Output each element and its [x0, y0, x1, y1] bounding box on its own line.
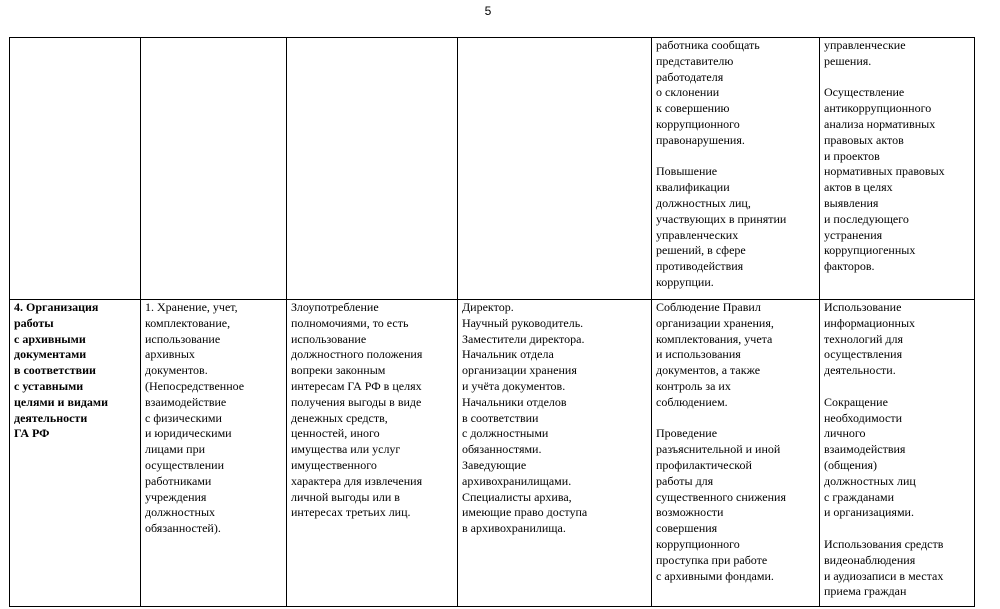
cell-text-line: 4. Организация [14, 300, 99, 314]
cell-function [10, 38, 141, 300]
cell-text-line: проступка при работе [656, 552, 768, 567]
cell-text-line: существенного снижения [656, 489, 786, 504]
cell-text-line: нормативных правовых [824, 164, 945, 179]
table-row [10, 38, 975, 300]
cell-text-line: работы [14, 315, 54, 330]
cell-text-line: с физическими [145, 410, 222, 425]
cell-text-line: организации хранения, [656, 315, 774, 330]
cell-function [10, 300, 141, 607]
cell-text-line: анализа нормативных [824, 116, 936, 131]
cell-text-line: учреждения [145, 489, 207, 504]
cell-text-line: должностных [145, 505, 216, 520]
cell-text-line: антикоррупционного [824, 101, 932, 116]
cell-text-line [656, 411, 816, 427]
cell-text-line: Заведующие [462, 457, 527, 472]
cell-measures [652, 300, 820, 607]
cell-text-line: Директор. [462, 300, 514, 314]
cell-text-line: архивохранилищами. [462, 473, 572, 488]
cell-text-line: взаимодействия [824, 442, 906, 457]
cell-text-line: профилактической [656, 457, 752, 472]
cell-text-line: осуществления [824, 347, 903, 362]
cell-text-line: приема граждан [824, 584, 907, 599]
cell-text-line: информационных [824, 315, 916, 330]
cell-text-line: Использования средств [824, 536, 944, 551]
cell-positions [458, 300, 652, 607]
cell-text-line: о склонении [656, 85, 720, 100]
cell-text-line: комплектования, учета [656, 331, 773, 346]
cell-text-line: квалификации [656, 180, 730, 195]
cell-text-line: личной выгоды или в [291, 489, 400, 504]
cell-text-line: работника сообщать [656, 38, 760, 52]
cell-text-line: Начальники отделов [462, 394, 567, 409]
cell-text-line [824, 70, 971, 86]
cell-text-line: и юридическими [145, 426, 232, 441]
cell-text-line: денежных средств, [291, 410, 388, 425]
cell-text-line: контроль за их [656, 378, 731, 393]
cell-text-line: актов в целях [824, 180, 893, 195]
cell-text-line: характера для извлечения [291, 473, 423, 488]
cell-text-line: Начальник отдела [462, 347, 554, 362]
cell-process [141, 38, 287, 300]
cell-text-line: Соблюдение Правил [656, 300, 761, 314]
cell-risk [287, 38, 458, 300]
risk-table [9, 37, 975, 607]
cell-text-line: устранения [824, 227, 883, 242]
cell-text-line: личного [824, 426, 866, 441]
cell-text-line: в соответствии [462, 410, 539, 425]
cell-text-line: и использования [656, 347, 741, 362]
cell-text-line: и последующего [824, 211, 909, 226]
cell-text-line: выявления [824, 195, 879, 210]
cell-text-line: должностных лиц [824, 473, 916, 488]
cell-text-line: (общения) [824, 457, 878, 472]
cell-text-line: лицами при [145, 442, 206, 457]
cell-text-line: Осуществление [824, 85, 905, 100]
cell-text-line: осуществлении [145, 457, 224, 472]
cell-text-line: решения. [824, 53, 872, 68]
cell-text-line: разъяснительной и иной [656, 442, 781, 457]
cell-text-line: необходимости [824, 410, 903, 425]
cell-text-line: факторов. [824, 259, 875, 274]
cell-text-line: обязанностями. [462, 442, 542, 457]
cell-text-line: к совершению [656, 101, 730, 116]
cell-text-line: Специалисты архива, [462, 489, 572, 504]
cell-measures [652, 38, 820, 300]
cell-text-line: деятельности. [824, 363, 896, 378]
cell-text-line: получения выгоды в виде [291, 394, 422, 409]
cell-text-line: Злоупотребление [291, 300, 379, 314]
cell-text-line: решений, в сфере [656, 243, 746, 258]
cell-text-line: с архивными [14, 331, 86, 346]
page-number: 5 [484, 4, 492, 18]
cell-text-line: вопреки законным [291, 363, 386, 378]
cell-text-line: коррупциогенных [824, 243, 916, 258]
cell-text-line: ценностей, иного [291, 426, 380, 441]
cell-text-line: Проведение [656, 426, 718, 441]
cell-text-line: имущества или услуг [291, 442, 401, 457]
cell-text-line [656, 149, 816, 165]
cell-positions [458, 38, 652, 300]
cell-text-line [824, 521, 971, 537]
cell-text-line: использование [291, 331, 367, 346]
cell-text-line: и проектов [824, 148, 880, 163]
cell-text-line: деятельности [14, 410, 88, 425]
cell-text-line: правонарушения. [656, 132, 745, 147]
cell-text-line: комплектование, [145, 315, 231, 330]
cell-text-line: совершения [656, 521, 718, 536]
cell-text-line [824, 379, 971, 395]
cell-text-line: представителю [656, 53, 734, 68]
cell-text-line: 1. Хранение, учет, [145, 300, 238, 314]
cell-risk [287, 300, 458, 607]
cell-text-line: использование [145, 331, 221, 346]
cell-text-line: обязанностей). [145, 521, 221, 536]
cell-text-line: с уставными [14, 378, 84, 393]
cell-text-line: управленческих [656, 227, 739, 242]
cell-text-line: Повышение [656, 164, 718, 179]
cell-text-line: организации хранения [462, 363, 577, 378]
cell-text-line: работодателя [656, 69, 724, 84]
cell-text-line: с гражданами [824, 489, 895, 504]
cell-text-line: документов. [145, 363, 208, 378]
cell-text-line: целями и видами [14, 394, 109, 409]
cell-text-line: (Непосредственное [145, 378, 245, 393]
cell-text-line: управленческие [824, 38, 906, 52]
cell-text-line: интересам ГА РФ в целях [291, 378, 422, 393]
cell-text-line: противодействия [656, 259, 744, 274]
cell-text-line: Заместители директора. [462, 331, 585, 346]
cell-text-line: коррупции. [656, 274, 714, 289]
cell-text-line: работы для [656, 473, 714, 488]
cell-text-line: соблюдением. [656, 394, 728, 409]
cell-text-line: Использование [824, 300, 902, 314]
cell-text-line: имеющие право доступа [462, 505, 588, 520]
cell-text-line: Научный руководитель. [462, 315, 584, 330]
cell-text-line: и учёта документов. [462, 378, 566, 393]
cell-text-line: документов, а также [656, 363, 761, 378]
cell-text-line: правовых актов [824, 132, 904, 147]
cell-text-line: видеонаблюдения [824, 552, 916, 567]
cell-text-line: взаимодействие [145, 394, 227, 409]
cell-text-line: и организациями. [824, 505, 914, 520]
cell-minimization [820, 300, 975, 607]
cell-text-line: архивных [145, 347, 195, 362]
cell-text-line: ГА РФ [14, 426, 50, 441]
cell-text-line: документами [14, 347, 87, 362]
table-row [10, 300, 975, 607]
cell-text-line: технологий для [824, 331, 904, 346]
cell-minimization [820, 38, 975, 300]
cell-text-line: полномочиями, то есть [291, 315, 409, 330]
cell-text-line: должностного положения [291, 347, 423, 362]
cell-text-line: и аудиозаписи в местах [824, 568, 944, 583]
cell-text-line: должностных лиц, [656, 195, 751, 210]
cell-text-line: возможности [656, 505, 724, 520]
cell-process [141, 300, 287, 607]
cell-text-line: коррупционного [656, 116, 740, 131]
cell-text-line: в соответствии [14, 363, 96, 378]
cell-text-line: интересах третьих лиц. [291, 505, 411, 520]
cell-text-line: с архивными фондами. [656, 568, 774, 583]
cell-text-line: имущественного [291, 457, 377, 472]
cell-text-line: коррупционного [656, 536, 740, 551]
cell-text-line: Сокращение [824, 394, 888, 409]
cell-text-line: с должностными [462, 426, 549, 441]
cell-text-line: участвующих в принятии [656, 211, 787, 226]
cell-text-line: в архивохранилища. [462, 521, 566, 536]
cell-text-line: работниками [145, 473, 212, 488]
